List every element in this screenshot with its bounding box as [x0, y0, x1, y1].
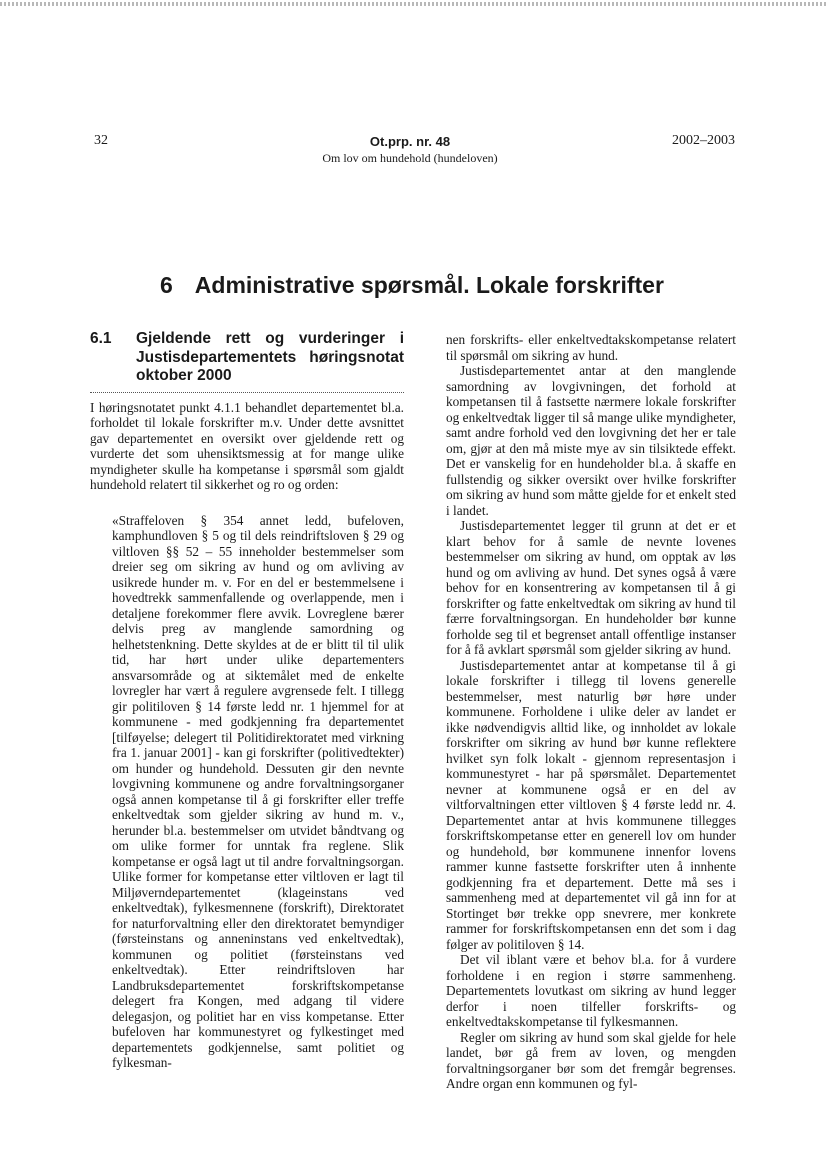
intro-paragraph: I høringsnotatet punkt 4.1.1 behandlet departementet bl.a. forholdet til lokale forskrifter m.v. Under dette avsnittet gav departementet en oversikt over gjeldende rett og vurderte det som uhensiktsmessig at for mange ulike myndigheter skulle ha kompetanse i spørsmål som gjaldt hundehold relatert til sikkerhet og ro og orden: — [90, 399, 404, 492]
left-column — [90, 330, 404, 1071]
chapter-heading — [160, 272, 664, 299]
running-header — [300, 134, 520, 166]
section-title: Gjeldende rett og vurderinger i Justisdepartementets høringsnotat oktober 2000 — [136, 330, 404, 384]
quote-text: «Straffeloven § 354 annet ledd, bufeloven, kamphundloven § 5 og til dels reindriftsloven § 29 og viltloven §§ 52 – 55 inneholder bestemmelser som dreier seg om sikring av hund og om avliving av usikrede hunder m. v. For en del er bestemmelsene i hovedtrekk sammenfallende og overlappende, men i detaljene forekommer flere avvik. Lovreglene bærer delvis preg av manglende samordning og helhetstenkning. Dette skyldes at de er blitt til til ulik tid, har hørt under ulike departementers ansvarsområde og at siktemålet med de enkelte lovregler har vært å regulere avgrensede felt. I tillegg gir politiloven § 14 første ledd nr. 1 hjemmel for at kommunene - med godkjenning fra departementet [tilføyelse; delegert til Politidirektoratet med virkning fra 1. januar 2001] - kan gi forskrifter (politivedtekter) om hunder og hundehold. Dessuten gir den nevnte lovgivning kommunene og andre forvaltningsorganer også annen kompetanse til å gi forskrifter eller treffe enkeltvedtak som gjelder sikring av hund m. v., herunder bl.a. bestemmelser om utvidet båndtvang og om ulike former for unntak fra reglene. Slik kompetanse er også lagt ut til andre forvaltningsorgan. Ulike former for kompetanse etter viltloven er lagt til Miljøverndepartementet (klageinstans ved enkeltvedtak), fylkesmennene (forskrift), Direktoratet for naturforvaltning eller den direktoratet bemyndiger (førsteinstans og anneninstans ved enkeltvedtak), kommunen og politiet (førsteinstans ved enkeltvedtak). Etter reindriftsloven har Landbruksdepartementet forskriftskompetanse delegert fra Kongen, med adgang til videre delegasjon, og politiet har en viss kompetanse. Etter bufeloven har kommunestyret og fylkestinget med departementets godkjennelse, samt politiet og fylkesman- — [112, 512, 404, 1070]
chapter-title: Administrative spørsmål. Lokale forskrifter — [194, 272, 664, 298]
doc-subtitle: Om lov om hundehold (hundeloven) — [322, 151, 498, 165]
doc-title: Ot.prp. nr. 48 — [369, 134, 451, 149]
paragraph: Justisdepartementet antar at den manglende samordning av lovgivningen, det forhold at kompetansen til å fastsette nærmere lokale forskrifter og enkeltvedtak ligger til så mange ulike myndigheter, samt andre forhold ved den lovgivning det her er tale om, gjør at den må miste mye av sin tilsiktede effekt. Det er vanskelig for en hundeholder bl.a. å skaffe en fullstendig og sikker oversikt over hvilke forskrifter om sikring av hund som måtte gjelde for et enkelt sted i landet. — [446, 363, 736, 518]
scan-edge — [0, 2, 826, 6]
chapter-number: 6 — [160, 272, 173, 298]
block-quote — [112, 513, 404, 1071]
section-divider — [90, 392, 404, 393]
paragraph: Justisdepartementet legger til grunn at det er et klart behov for å samle de nevnte lovenes bestemmelser om sikring av hund, om opptak av løs hund og om avliving av hund. Det synes også å være behov for en konsentrering av kompetansen til å gi forskrifter og fatte enkeltvedtak om sikring av hund til færre forvaltningsorgan. En hundeholder bør kunne forholde seg til et begrenset antall offentlige instanser for å få avklart spørsmål som gjelder sikring av hund. — [446, 518, 736, 657]
paragraph: Det vil iblant være et behov bl.a. for å vurdere forholdene i en region i større sammenheng. Departementets lovutkast om sikring av hund legger derfor i noen tilfeller forskrifts- og enkeltvedtakskompetanse til fylkesmannen. — [446, 952, 736, 1029]
section-heading — [90, 330, 404, 386]
paragraph: Regler om sikring av hund som skal gjelde for hele landet, bør gå frem av loven, og mengden forvaltningsorganer bør som det fremgår begrenses. Andre organ enn kommunen og fyl- — [446, 1029, 736, 1091]
paragraph: nen forskrifts- eller enkeltvedtakskompetanse relatert til spørsmål om sikring av hund. — [446, 332, 736, 363]
section-number: 6.1 — [90, 330, 112, 347]
page-number: 32 — [94, 133, 108, 148]
right-column — [446, 332, 736, 1092]
paragraph: Justisdepartementet antar at kompetanse til å gi lokale forskrifter i tillegg til lovens generelle bestemmelser, mest naturlig bør høre under kommunene. Forholdene i ulike deler av landet er ikke nødvendigvis alltid like, og innholdet av lokale forskrifter om sikring av hund bør kunne reflektere hvilket syn folk lokalt - gjennom representasjon i kommunestyret - har på spørsmålet. Departementet nevner at kommunene også er en del av viltforvaltningen etter viltloven § 4 første ledd nr. 4. Departementet antar at hvis kommunene tillegges forskriftskompetanse etter en generell lov om hunder og hundehold, bør kommunene innenfor lovens rammer kunne fastsette forskrifter uten å innhente godkjenning fra et departement. Dette må ses i sammenheng med at departementet vil gå inn for at Stortinget bør trekke opp snevrere, mer konkrete rammer for forskriftskompetansen enn det som i dag følger av politiloven § 14. — [446, 657, 736, 952]
doc-year: 2002–2003 — [672, 133, 735, 148]
